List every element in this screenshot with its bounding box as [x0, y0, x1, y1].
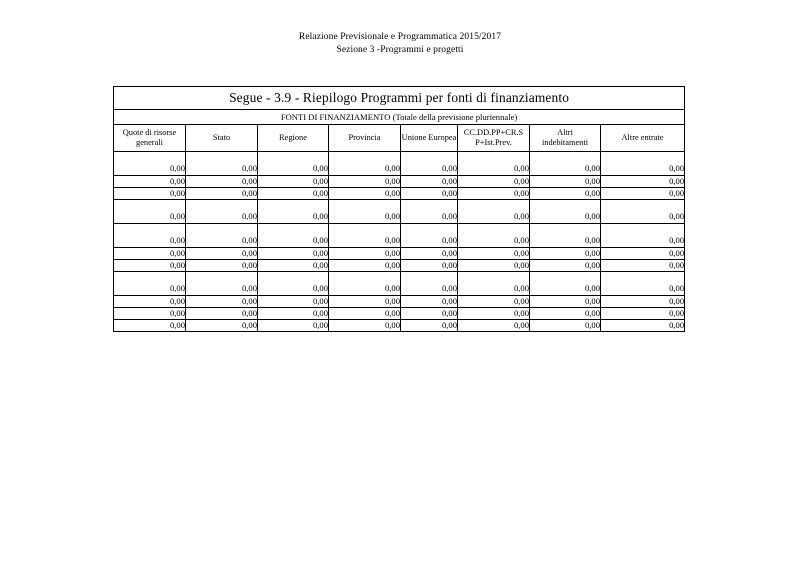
table-cell: 0,00	[329, 224, 401, 248]
column-header-altri-indebitamenti-line-2: indebitamenti	[541, 138, 589, 147]
table-row	[114, 200, 685, 224]
table-cell: 0,00	[186, 176, 258, 188]
table-cell: 0,00	[601, 176, 685, 188]
document-header	[0, 31, 800, 56]
table-cell: 0,00	[458, 176, 530, 188]
table-cell: 0,00	[530, 152, 601, 176]
table-cell: 0,00	[401, 296, 458, 308]
column-header-regione: Regione	[258, 125, 329, 152]
table-cell: 0,00	[186, 296, 258, 308]
table-cell: 0,00	[114, 200, 186, 224]
table-head	[114, 87, 685, 152]
table-cell: 0,00	[530, 260, 601, 272]
table-cell: 0,00	[258, 308, 329, 320]
table-cell: 0,00	[601, 200, 685, 224]
table-title-row	[114, 87, 685, 110]
table-cell: 0,00	[401, 200, 458, 224]
column-header-altri-indebitamenti-line-1: Altri	[557, 127, 573, 137]
table-cell: 0,00	[329, 176, 401, 188]
financing-summary-table	[113, 86, 685, 332]
table-cell: 0,00	[329, 320, 401, 332]
table-cell: 0,00	[114, 152, 186, 176]
table-cell: 0,00	[186, 260, 258, 272]
table-cell: 0,00	[329, 272, 401, 296]
table-row	[114, 296, 685, 308]
column-header-quote-di-risorse-generali: Quote di risorse generali	[114, 125, 186, 152]
table-cell: 0,00	[258, 296, 329, 308]
table-cell: 0,00	[258, 176, 329, 188]
document-header-line-2: Sezione 3 -Programmi e progetti	[336, 44, 464, 55]
table-cell: 0,00	[258, 152, 329, 176]
document-header-line-1: Relazione Previsionale e Programmatica 2015/2017	[298, 32, 502, 42]
table-cell: 0,00	[258, 320, 329, 332]
table-cell: 0,00	[530, 224, 601, 248]
table-cell: 0,00	[601, 260, 685, 272]
column-header-altre-entrate: Altre entrate	[601, 125, 685, 152]
table-cell: 0,00	[258, 188, 329, 200]
column-header-ccddpp-line-1: CC.DD.PP+CR.S	[463, 127, 524, 137]
table-row	[114, 152, 685, 176]
table-group-header-row	[114, 110, 685, 125]
table-cell: 0,00	[530, 272, 601, 296]
table-cell: 0,00	[329, 260, 401, 272]
table-cell: 0,00	[329, 200, 401, 224]
table-cell: 0,00	[458, 296, 530, 308]
table-cell: 0,00	[401, 320, 458, 332]
table-cell: 0,00	[601, 308, 685, 320]
table-row	[114, 308, 685, 320]
column-header-ccddpp-line-2: P+Ist.Prev.	[475, 138, 512, 147]
table-cell: 0,00	[530, 296, 601, 308]
table-cell: 0,00	[458, 320, 530, 332]
table-column-header-row	[114, 125, 685, 152]
group-header-label: FONTI DI FINANZIAMENTO (Totale della previsione pluriennale)	[114, 110, 685, 125]
table-cell: 0,00	[401, 308, 458, 320]
table-cell: 0,00	[601, 272, 685, 296]
table-row	[114, 248, 685, 260]
table-cell: 0,00	[186, 224, 258, 248]
table-cell: 0,00	[258, 200, 329, 224]
table-cell: 0,00	[530, 176, 601, 188]
table-cell: 0,00	[530, 248, 601, 260]
table-cell: 0,00	[114, 320, 186, 332]
table-cell: 0,00	[329, 248, 401, 260]
table-cell: 0,00	[258, 224, 329, 248]
table-cell: 0,00	[114, 188, 186, 200]
table-cell: 0,00	[329, 296, 401, 308]
column-header-provincia: Provincia	[329, 125, 401, 152]
table-title: Segue - 3.9 - Riepilogo Programmi per fonti di finanziamento	[114, 87, 685, 110]
table-cell: 0,00	[458, 308, 530, 320]
table-row	[114, 260, 685, 272]
table-cell: 0,00	[258, 272, 329, 296]
table-cell: 0,00	[186, 308, 258, 320]
table-cell: 0,00	[186, 188, 258, 200]
table-row	[114, 320, 685, 332]
table-cell: 0,00	[329, 308, 401, 320]
table-cell: 0,00	[601, 152, 685, 176]
table-cell: 0,00	[458, 152, 530, 176]
table-cell: 0,00	[401, 260, 458, 272]
table-cell: 0,00	[401, 176, 458, 188]
column-header-ccddpp-crsp-istprev	[458, 125, 530, 152]
table-cell: 0,00	[258, 248, 329, 260]
table-cell: 0,00	[601, 320, 685, 332]
table-cell: 0,00	[114, 176, 186, 188]
table-cell: 0,00	[458, 248, 530, 260]
table-cell: 0,00	[530, 200, 601, 224]
table-cell: 0,00	[458, 188, 530, 200]
table-cell: 0,00	[601, 296, 685, 308]
table-cell: 0,00	[401, 152, 458, 176]
financing-table-container	[113, 86, 684, 332]
table-cell: 0,00	[458, 224, 530, 248]
table-cell: 0,00	[458, 272, 530, 296]
table-cell: 0,00	[114, 260, 186, 272]
table-row	[114, 188, 685, 200]
table-cell: 0,00	[458, 200, 530, 224]
column-header-unione-europea: Unione Europea	[401, 125, 458, 152]
table-cell: 0,00	[114, 308, 186, 320]
table-cell: 0,00	[114, 224, 186, 248]
table-cell: 0,00	[401, 224, 458, 248]
table-cell: 0,00	[601, 188, 685, 200]
table-body	[114, 152, 685, 332]
table-cell: 0,00	[601, 224, 685, 248]
table-cell: 0,00	[186, 152, 258, 176]
table-cell: 0,00	[186, 248, 258, 260]
table-cell: 0,00	[530, 188, 601, 200]
column-header-altri-indebitamenti	[530, 125, 601, 152]
table-cell: 0,00	[458, 260, 530, 272]
table-cell: 0,00	[601, 248, 685, 260]
table-row	[114, 272, 685, 296]
column-header-stato: Stato	[186, 125, 258, 152]
table-cell: 0,00	[114, 272, 186, 296]
table-cell: 0,00	[329, 152, 401, 176]
table-row	[114, 176, 685, 188]
table-cell: 0,00	[114, 296, 186, 308]
table-cell: 0,00	[401, 188, 458, 200]
table-cell: 0,00	[114, 248, 186, 260]
table-cell: 0,00	[401, 248, 458, 260]
table-cell: 0,00	[186, 200, 258, 224]
table-cell: 0,00	[186, 320, 258, 332]
table-cell: 0,00	[329, 188, 401, 200]
table-cell: 0,00	[530, 320, 601, 332]
table-cell: 0,00	[186, 272, 258, 296]
table-cell: 0,00	[258, 260, 329, 272]
table-row	[114, 224, 685, 248]
table-cell: 0,00	[401, 272, 458, 296]
table-cell: 0,00	[530, 308, 601, 320]
